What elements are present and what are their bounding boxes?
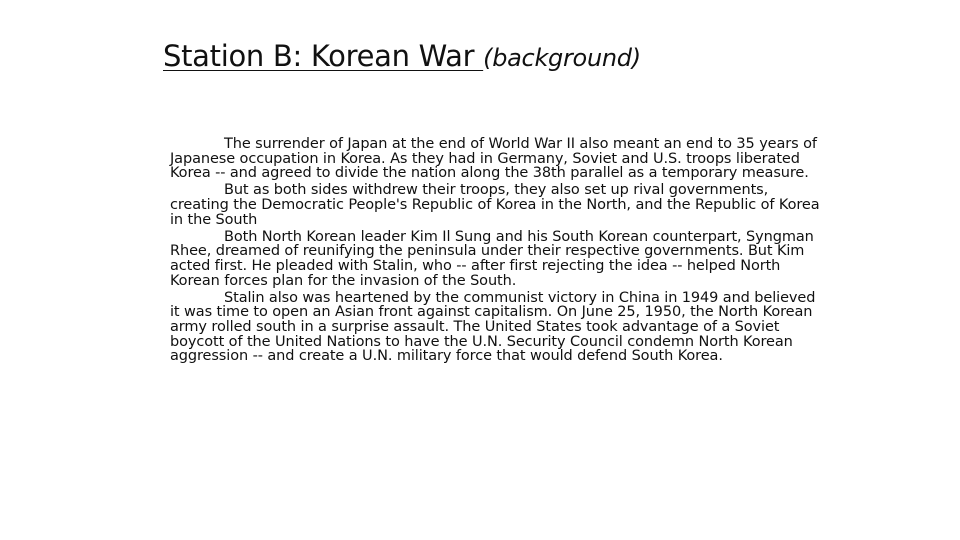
slide-title-main: Station B: Korean War	[163, 39, 484, 73]
body-paragraph-1: The surrender of Japan at the end of World War II also meant an end to 35 years of Japanese occupation in Korea. As they had in Germany, Soviet and U.S. troops liberated Korea -- and agreed to divide the nation along the 38th parallel as a temporary measure.	[170, 136, 817, 182]
body-paragraph-3: Both North Korean leader Kim Il Sung and his South Korean counterpart, Syngman Rhee, dreamed of reunifying the peninsula under their respective governments. But Kim acted first. He pleaded with Stalin, who -- after first rejecting the idea -- helped North Korean forces plan for the invasion of the South.	[170, 228, 814, 289]
slide-body	[170, 137, 820, 366]
body-paragraph-4: Stalin also was heartened by the communist victory in China in 1949 and believed it was time to open an Asian front against capitalism. On June 25, 1950, the North Korean army rolled south in a surprise assault. The United States took advantage of a Soviet boycott of the United Nations to have the U.N. Security Council condemn North Korean aggression -- and create a U.N. military force that would defend South Korea.	[170, 289, 816, 365]
slide-title	[163, 36, 641, 78]
body-paragraph-2: But as both sides withdrew their troops, they also set up rival governments, creating the Democratic People's Republic of Korea in the North, and the Republic of Korea in the South	[170, 182, 820, 228]
slide-title-suffix: (background)	[483, 44, 641, 72]
